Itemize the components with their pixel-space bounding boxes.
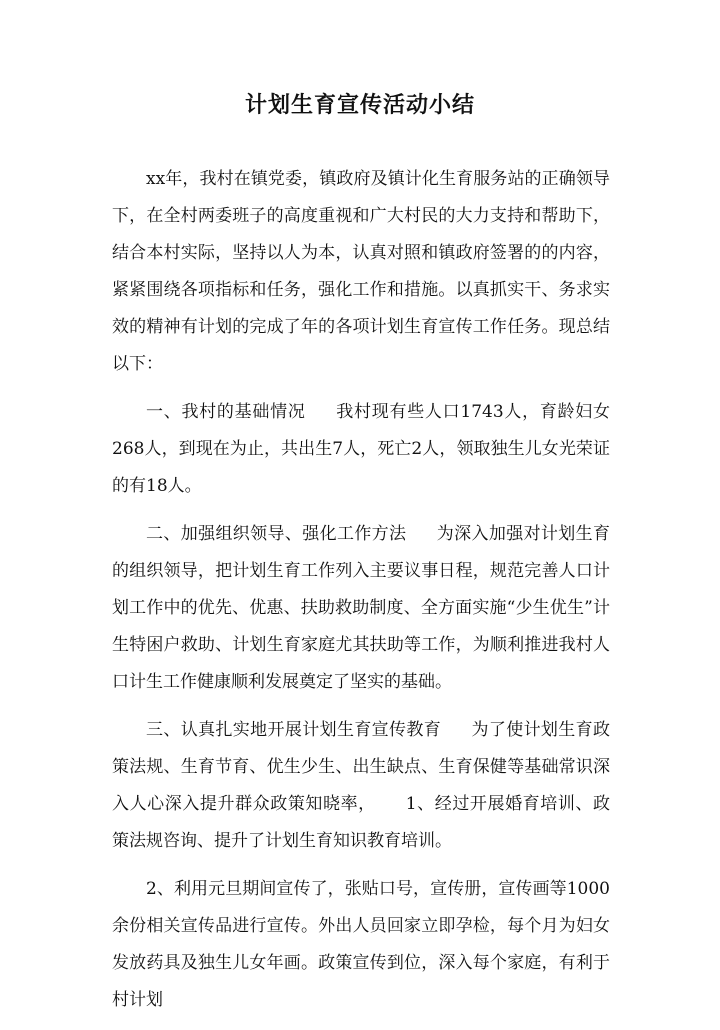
section-heading-basic-situation: 一、我村的基础情况 [146, 402, 306, 422]
section-heading-organization: 二、加强组织领导、强化工作方法 [146, 524, 407, 544]
paragraph-organization-text: 为深入加强对计划生育的组织领导，把计划生育工作列入主要议事日程，规范完善人口计划工作中的优先、优惠、扶助救助制度、全方面实施“少生优生”计生特困户救助、计划生育家庭尤其扶助等工作，为顺利推进我村人口计生工作健康顺利发展奠定了坚实的基础。 [112, 524, 611, 692]
paragraph-education-text: 为了使计划生育政策法规、生育节育、优生少生、出生缺点、生育保健等基础常识深入人心深入提升群众政策知晓率， [112, 720, 611, 814]
paragraph-intro [112, 161, 610, 383]
paragraph-publicity-text: 2、利用元旦期间宣传了，张贴口号，宣传册，宣传画等1000余份相关宣传品进行宣传。外出人员回家立即孕检，每个月为妇女发放药具及独生儿女年画。政策宣传到位，深入每个家庭，有利于村计划 [112, 879, 610, 1010]
paragraph-publicity [112, 871, 610, 1019]
paragraph-education-item-1: 1、经过开展婚育培训、政策法规咨询、提升了计划生育知识教育培训。 [112, 794, 611, 851]
paragraph-basic-situation [112, 394, 610, 505]
paragraph-intro-text: xx年，我村在镇党委，镇政府及镇计化生育服务站的正确领导下，在全村两委班子的高度重视和广大村民的大力支持和帮助下，结合本村实际，坚持以人为本，认真对照和镇政府签署的的内容，紧紧围绕各项指标和任务，强化工作和措施。以真抓实干、务求实效的精神有计划的完成了年的各项计划生育宣传工作任务。现总结以下： [112, 169, 610, 374]
document-body [112, 161, 610, 1030]
paragraph-education [112, 712, 610, 860]
paragraph-basic-situation-text: 我村现有些人口1743人，育龄妇女268人，到现在为止，共出生7人，死亡2人，领取独生儿女光荣证的有18人。 [112, 402, 611, 496]
section-heading-education: 三、认真扎实地开展计划生育宣传教育 [146, 720, 442, 740]
document-title: 计划生育宣传活动小结 [244, 92, 475, 118]
paragraph-organization [112, 516, 610, 701]
